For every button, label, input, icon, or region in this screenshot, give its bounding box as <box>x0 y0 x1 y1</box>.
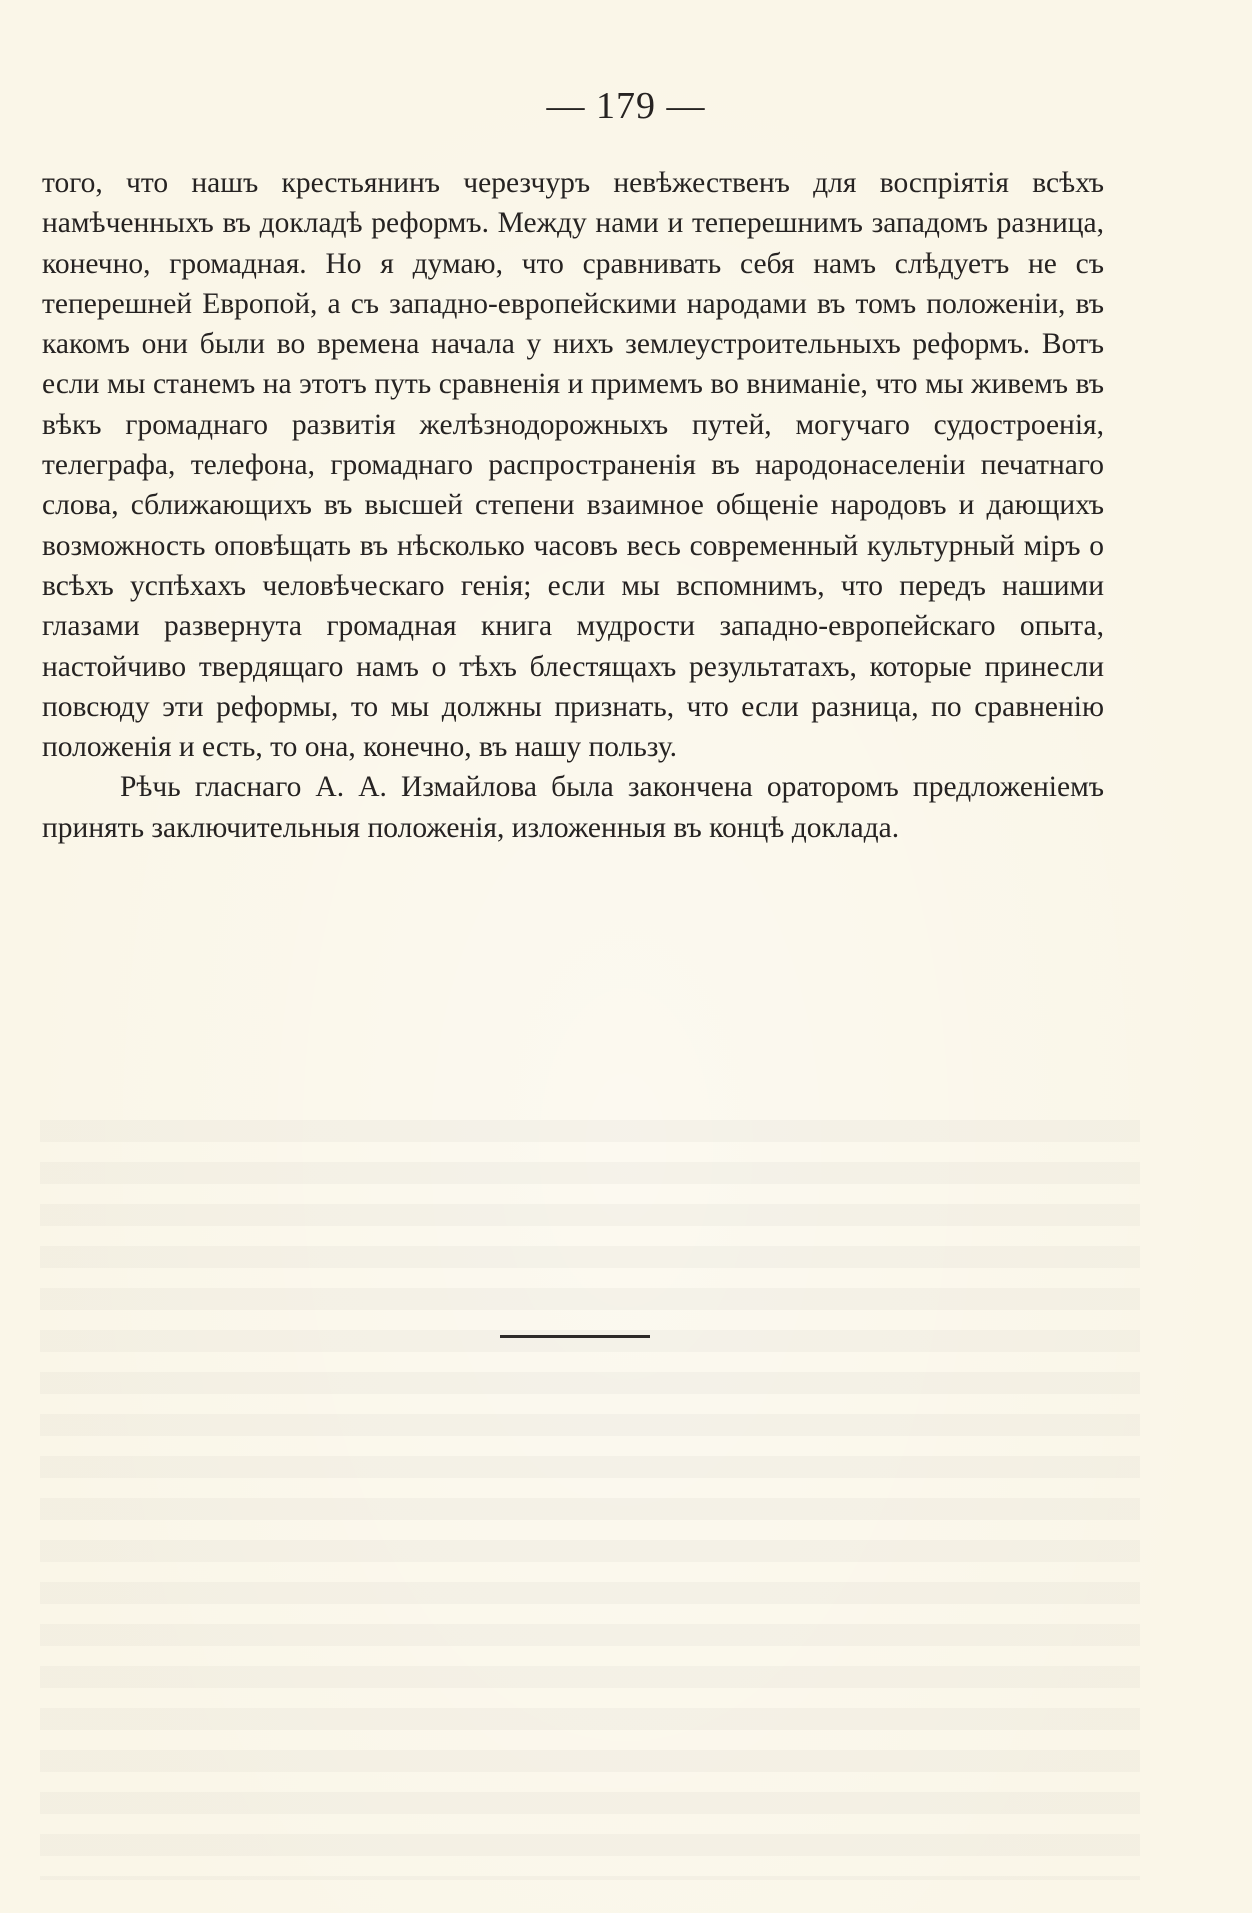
page-number: — 179 — <box>546 85 706 127</box>
paragraph: Рѣчь гласнаго А. А. Измайлова была закончена ораторомъ предложеніемъ принять заключительныя положенія, изложенныя въ концѣ доклада. <box>42 771 1104 844</box>
show-through-texture <box>40 1120 1140 1880</box>
body-text <box>42 163 1104 848</box>
paragraph: того, что нашъ крестьянинъ черезчуръ невѣжественъ для воспріятія всѣхъ намѣченныхъ въ докладѣ реформъ. Между нами и теперешнимъ западомъ разница, конечно, громадная. Но я думаю, что сравнивать себя намъ слѣдуетъ не съ теперешней Европой, а съ западно-европейскими народами въ томъ положеніи, въ какомъ они были во времена начала у нихъ землеустроительныхъ реформъ. Вотъ если мы станемъ на этотъ путь сравненія и примемъ во вниманіе, что мы живемъ въ вѣкъ громаднаго развитія желѣзнодорожныхъ путей, могучаго судостроенія, телеграфа, телефона, громаднаго распространенія въ народонаселеніи печатнаго слова, сближающихъ въ высшей степени взаимное общеніе народовъ и дающихъ возможность оповѣщать въ нѣсколько часовъ весь современный культурный міръ о всѣхъ успѣхахъ человѣческаго генія; если мы вспомнимъ, что передъ нашими глазами развернута громадная книга мудрости западно-европейскаго опыта, настойчиво твердящаго намъ о тѣхъ блестящахъ результатахъ, которые принесли повсюду эти реформы, то мы должны признать, что если разница, по сравненію положенія и есть, то она, конечно, въ нашу пользу. <box>42 167 1104 764</box>
section-divider <box>500 1335 650 1338</box>
